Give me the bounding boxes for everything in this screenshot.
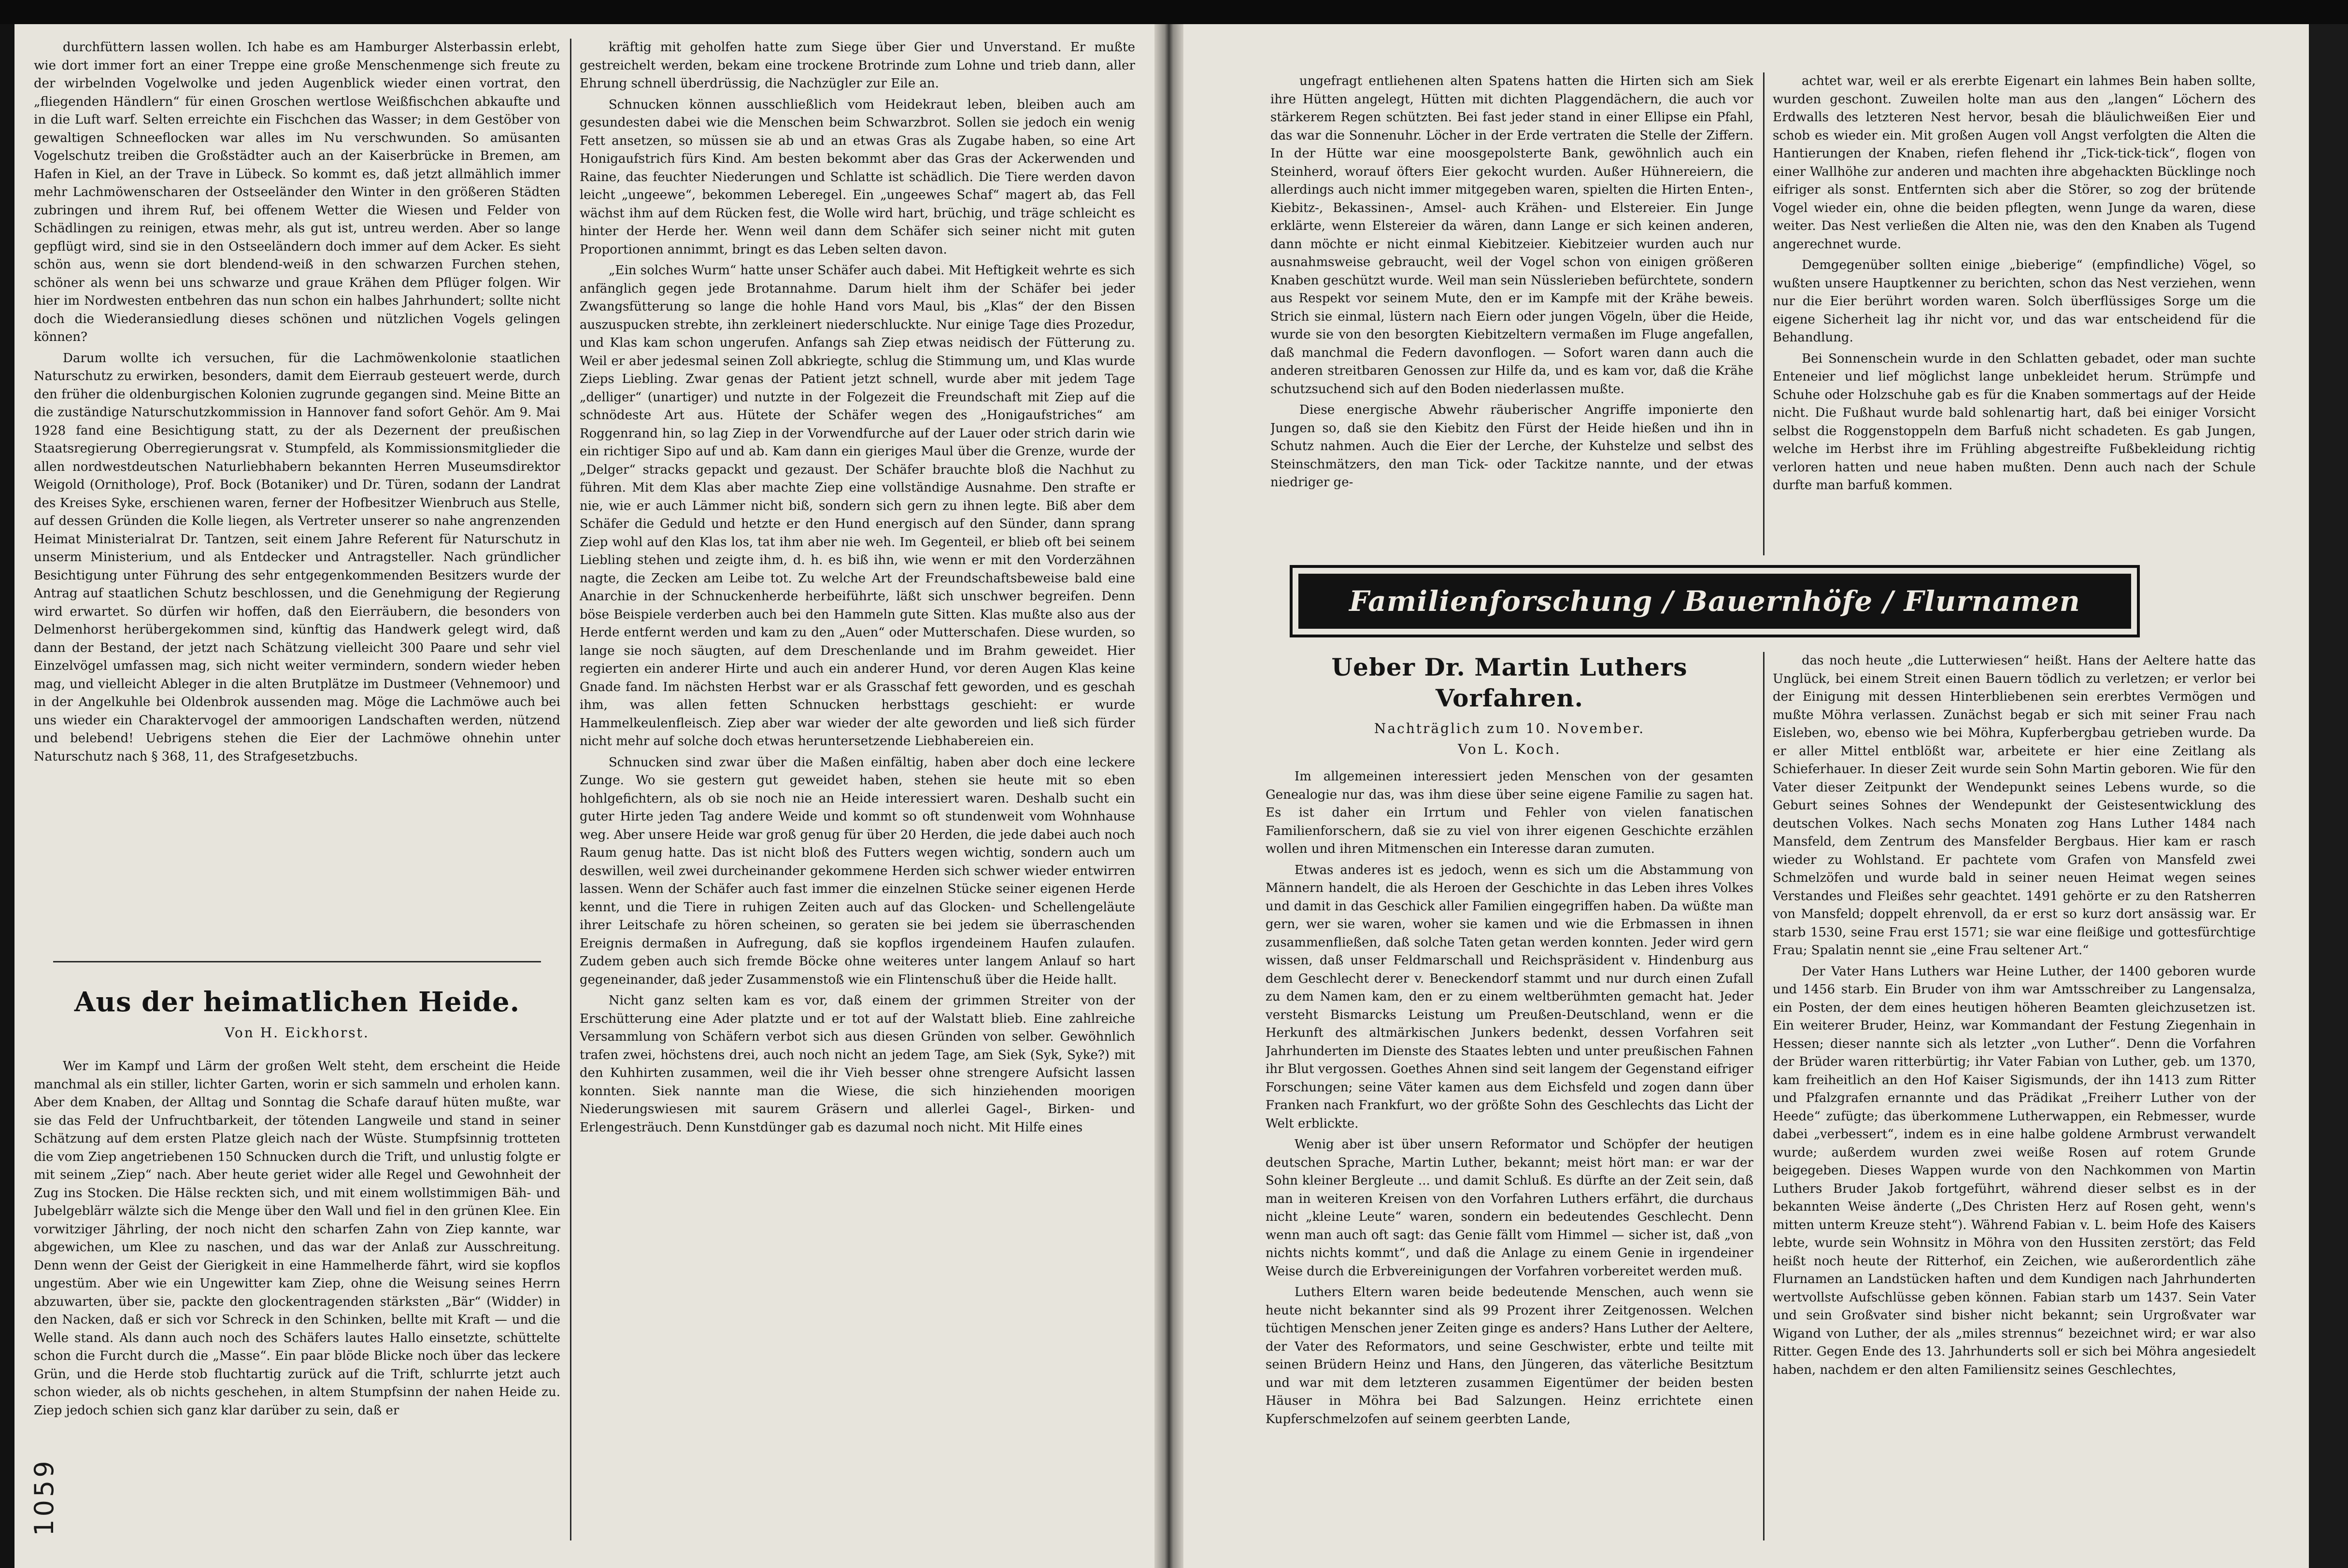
- right-page: [1183, 24, 2309, 1568]
- paragraph: Der Vater Hans Luthers war Heine Luther, der 1400 geboren wurde und 1456 starb. Ein Bruder von ihm war Amtsschreiber zu Langensalza, ein Posten, der dem eines heutigen höheren Beamten gleichzusetzen ist. Ein weiterer Bruder, Heinz, war Kommandant der Festung Ziegenhain in Hessen; dieser nannte sich als letzter „von Luther“. Denn die Vorfahren der Brüder waren ritterbürtig; ihr Vater Fabian von Luther, geb. um 1370, kam freiheitlich an den Hof Kaiser Sigismunds, der ihn 1413 zum Ritter und Pfalzgrafen ernannte und das Prädikat „Freiherr Luther von der Heede“ zufügte; das überkommene Lutherwappen, ein Rebmesser, wurde dabei „verbessert“, indem es in eine halbe goldene Armbrust verwandelt wurde; außerdem wurden zwei weiße Rosen auf rotem Grunde beigegeben. Dieses Wappen wurde von den Nachkommen von Martin Luthers Bruder Jakob fortgeführt, während dieser selbst es in der bekannten Weise änderte („Des Christen Herz auf Rosen geht, wenn's mitten unterm Kreuze steht“). Während Fabian v. L. beim Hofe des Kaisers lebte, wurde sein Wohnsitz in Möhra von den Hussiten zerstört; das Feld heißt noch heute der Ritterhof, ein Zeichen, wie außerordentlich zähe Flurnamen an Landstücken haften und dem Kundigen nach Jahrhunderten wertvollste Aufschlüsse geben können. Fabian starb um 1437. Sein Vater und sein Großvater sind bisher nicht bekannt; sein Urgroßvater war Wigand von Luther, der als „miles strennus“ bezeichnet wird; er war also Ritter. Gegen Ende des 13. Jahrhunderts soll er sich bei Möhra angesiedelt haben, nachdem er den alten Familiensitz seines Geschlechtes,: [1773, 964, 2256, 1377]
- paragraph: Darum wollte ich versuchen, für die Lachmöwenkolonie staatlichen Naturschutz zu erwirken, besonders, damit dem Eierraub gesteuert werde, durch den früher die oldenburgischen Kolonien zugrunde gegangen sind. Meine Bitte an die zuständige Naturschutzkommission in Hannover fand sofort Gehör. Am 9. Mai 1928 fand eine Besichtigung statt, zu der als Dezernent der preußischen Staatsregierung Oberregierungsrat v. Stumpfeld, als Kommissionsmitglieder die allen nordwestdeutschen Naturliebhabern bekannten Herren Museumsdirektor Weigold (Ornithologe), Prof. Bock (Botaniker) und Dr. Türen, sodann der Landrat des Kreises Syke, erschienen waren, ferner der Hofbesitzer Wienbruch aus Stelle, auf dessen Gründen die Kolle liegen, als Vertreter unserer so nahe angrenzenden Heimat Ministerialrat Dr. Tantzen, seit einem Jahre Referent für Naturschutz in unserm Ministerium, und als Entdecker und Antragsteller. Nach gründlicher Besichtigung unter Führung des sehr entgegenkommenden Besitzers wurde der Antrag auf staatlichen Schutz beschlossen, und die Genehmigung der Regierung wird erwartet. So dürfen wir hoffen, daß den Eierräubern, die besonders von Delmenhorst herübergekommen sind, künftig das Handwerk gelegt wird, daß dann der Bestand, der jetzt nach Schätzung vielleicht 300 Paare und sehr viel Einzelvögel umfassen mag, sich nicht weiter vermindern, sondern wieder heben mag, und vielleicht Ableger in die alten Brutplätze im Dustmeer (Vehnemoor) und in der Angelkuhle bei Oldenbrok aussenden mag. Möge die Lachmöwe auch bei uns wieder ein Charaktervogel der ammoorigen Landschaften werden, nützend und belebend! Uebrigens stehen die Eier der Lachmöwe ohnehin unter Naturschutz nach § 368, 11, des Strafgesetzbuchs.: [34, 351, 560, 764]
- right-column-2-lower: [1773, 652, 2256, 1540]
- left-column-1-upper: [34, 39, 560, 956]
- column-rule: [1763, 652, 1765, 1540]
- left-column-1-lower: [34, 1058, 560, 1540]
- paragraph: achtet war, weil er als ererbte Eigenart ein lahmes Bein haben sollte, wurden geschont. Zuweilen holte man aus den „langen“ Löchern des Erdwalls des letzteren Nest hervor, besah die bläulichweißen Eier und schob es wieder ein. Mit großen Augen voll Angst verfolgten die Alten die Hantierungen der Knaben, riefen flehend ihr „Tick-tick-tick“, flogen von einer Wallhöhe zur anderen und machten ihre abgehackten Bücklinge noch eifriger als sonst. Entfernten sich aber die Störer, so zog der brütende Vogel wieder ein, ohne die beiden pflegten, wenn Junge da waren, diese weiter. Das Nest verließen die Alten nie, was den den Knaben als Tugend angerechnet wurde.: [1773, 74, 2256, 252]
- paragraph: Nicht ganz selten kam es vor, daß einem der grimmen Streiter von der Erschütterung eine Ader platzte und er tot auf der Walstatt blieb. Eine zahlreiche Versammlung von Schäfern verbot sich aus diesen Gründen von selber. Gewöhnlich trafen zwei, höchstens drei, auch noch nicht an jedem Tage, am Siek (Syk, Syke?) mit den Kuhhirten zusammen, weil die ihr Vieh besser ohne strengere Aufsicht lassen konnten. Siek nannte man die Wiese, die sich hinziehenden moorigen Niederungswiesen mit saurem Gräsern und allerlei Gagel-, Birken- und Erlengesträuch. Denn Kunstdünger gab es dazumal noch nicht. Mit Hilfe eines: [580, 993, 1135, 1135]
- paragraph: Schnucken sind zwar über die Maßen einfältig, haben aber doch eine leckere Zunge. Wo sie gestern gut geweidet haben, stehen sie heute mit so eben hohlgefichtern, als ob sie noch nie an Heide interessiert waren. Deshalb sucht ein guter Hirte jeden Tag andere Weide und kommt so oft stundenweit vom Wohnhause weg. Aber unsere Heide war groß genug für über 20 Herden, die jede dabei auch noch Raum genug hatte. Das ist nicht bloß des Futters wegen wichtig, sondern auch um deswillen, weil zwei durcheinander gekommene Herden sich schwer wieder entwirren lassen. Wenn der Schäfer auch fast immer die einzelnen Stücke seiner eigenen Herde kennt, und die Tiere in ruhigen Zeiten auch auf das Glocken- und Schellengeläute ihrer Leitschafe zu hören scheinen, so geraten sie bei jedem sie überraschenden Ereignis dermaßen in Aufregung, daß sie kopflos irgendeinem Haufen zulaufen. Zudem geben auch sich fremde Böcke ohne weiteres unter langem Anlauf so hart gegeneinander, daß jeder Zusammenstoß wie ein Flintenschuß über die Heide hallt.: [580, 755, 1135, 987]
- page-number: 1059: [29, 1458, 59, 1536]
- paragraph: ungefragt entliehenen alten Spatens hatten die Hirten sich am Siek ihre Hütten angelegt, Hütten mit dichten Plaggendächern, die auch vor stärkerem Regen schützten. Bei fast jeder stand in einer Ellipse ein Pfahl, das war die Sonnenuhr. Löcher in der Erde vertraten die Stelle der Ziffern. In der Hütte war eine moosgepolsterte Bank, gewöhnlich auch ein Steinherd, worauf öfters Eier gekocht wurden. Außer Hühnereiern, die allerdings auch nicht immer mitgegeben waren, spielten die Hirten Enten-, Kiebitz-, Bekassinen-, Amsel- auch Krähen- und Elstereier. Ein Junge erklärte, wenn Elstereier da wären, dann Lange er sich keinen anderen, dann möchte er nicht einmal Kiebitzeier. Kiebitzeier wurden auch nur ausnahmsweise gebraucht, weil der Vogel schon von einigen größeren Knaben geschützt wurde. Weil man sein Nüsslerieben befürchtete, sondern aus Respekt vor seinem Mute, den er im Kampfe mit der Krähe beweis. Strich sie einmal, lüstern nach Eiern oder jungen Vögeln, über die Heide, wurde sie von den besorgten Kiebitzeltern vermaßen im Fluge angefallen, daß manchmal die Federn davonflogen. — Sofort waren dann auch die anderen streitbaren Genossen zur Hilfe da, und es kam vor, daß die Krähe schutzsuchend sich auf den Boden niederlassen mußte.: [1270, 74, 1753, 396]
- paragraph: Etwas anderes ist es jedoch, wenn es sich um die Abstammung von Männern handelt, die als Heroen der Geschichte in das Leben ihres Volkes und damit in das Geschick aller Familien eingegriffen haben. Da wüßte man gern, wer sie waren, woher sie kamen und wie die Erbmassen in ihnen zusammenfließen, daß solche Taten getan werden konnten. Jeder wird gern wissen, daß unser Feldmarschall und Reichspräsident v. Hindenburg aus dem Geschlecht derer v. Beneckendorf stammt und nur durch einen Zufall zu dem Namen kam, den er zu einem weltberühmten gemacht hat. Jeder versteht Bismarcks Leistung um Preußen-Deutschland, wenn er die Herkunft des altmärkischen Junkers bedenkt, dessen Vorfahren seit Jahrhunderten im Dienste des Staates lebten und unter preußischen Fahnen ihr Blut vergossen. Goethes Ahnen sind seit langem der Gegenstand eifriger Forschungen; seine Väter kamen aus dem Eichsfeld und zogen dann über Franken nach Frankfurt, wo der größte Sohn des Geschlechts das Licht der Welt erblickte.: [1266, 862, 1753, 1131]
- paragraph: „Ein solches Wurm“ hatte unser Schäfer auch dabei. Mit Heftigkeit wehrte es sich anfänglich gegen jede Brotannahme. Darum hielt ihm der Schäfer bei jeder Zwangsfütterung so lange die hohle Hand vors Maul, bis „Klas“ der den Bissen auszuspucken strebte, ihn zerkleinert niederschluckte. Nur einige Tage dies Prozedur, und Klas kam schon ungerufen. Anfangs sah Ziep etwas neidisch der Fütterung zu. Weil er aber jedesmal seinen Zoll abkriegte, schlug die Stimmung um, und Klas wurde Zieps Liebling. Zwar genas der Patient jetzt schnell, wurde aber mit jedem Tage „delliger“ (unartiger) und nutzte in der Folgezeit die Freundschaft mit Ziep auf die schnödeste Art aus. Hütete der Schäfer wegen des „Honigaufstriches“ am Roggenrand hin, so lag Ziep in der Vorwendfurche auf der Lauer oder strich darin wie ein richtiger Sipo auf und ab. Kam dann ein gieriges Maul über die Grenze, wurde der „Delger“ stracks gepackt und gezaust. Der Schäfer brauchte bloß die Nachhut zu führen. Mit dem Klas aber machte Ziep eine vollständige Ausnahme. Den strafte er nie, wie er auch Lämmer nicht biß, sondern sich gern zu ihnen legte. Biß aber dem Schäfer die Geduld und hetzte er den Hund energisch auf den Sünder, dann sprang Ziep wohl auf den Klas los, tat ihm aber nie weh. Im Gegenteil, er blieb oft bei seinem Liebling stehen und zeigte ihm, d. h. es biß ihn, wie wenn er mit den Vorderzähnen nagte, die Zecken am Leibe tot. Zu welche Art der Freundschaftsbeweise bald eine Anarchie in der Schnuckenherde herbeiführte, läßt sich unschwer begreifen. Denn böse Beispiele verderben auch bei den Hammeln gute Sitten. Klas mußte also aus der Herde entfernt werden und kam zu den „Auen“ oder Mutterschafen. Diese wurden, so lange sie noch säugten, auf dem Dreschenlande und im Brahm geweidet. Hier regierten ein anderer Hirte und auch ein anderer Hund, vor deren Augen Klas keine Gnade fand. Im nächsten Herbst war er als Grasschaf fett geworden, und es geschah ihm, was allen fetten Schnucken herbsttags geschieht: er wurde Hammelkeulenfleisch. Ziep aber war wieder der alte geworden und ließ sich fürder nicht mehr auf solche doch etwas heruntersetzende Liebhabereien ein.: [580, 263, 1135, 749]
- article-byline: Von H. Eickhorst.: [225, 1025, 370, 1041]
- left-page: [14, 24, 1154, 1568]
- heide-article-header: [34, 985, 560, 1053]
- column-rule: [1763, 72, 1765, 555]
- paragraph: Demgegenüber sollten einige „bieberige“ (empfindliche) Vögel, so wußten unsere Hauptkenner zu berichten, schon das Nest verziehen, wenn nur die Eier berührt worden waren. Solch überflüssiges Sorge um die eigene Sicherheit lag ihr nicht vor, und das war entscheidend für die Behandlung.: [1773, 258, 2256, 345]
- left-column-2: [580, 39, 1135, 1545]
- paragraph: Luthers Eltern waren beide bedeutende Menschen, auch wenn sie heute nicht bekannter sind als 99 Prozent ihrer Zeitgenossen. Welchen tüchtigen Menschen jener Zeiten ginge es anders? Hans Luther der Aeltere, der Vater des Reformators, und seine Geschwister, erbte und teilte mit seinen Brüdern Heinz und Hans, den Jüngeren, das väterliche Besitztum und war mit dem letzteren zusammen Eigentümer der beiden besten Häuser in Möhra bei Bad Salzungen. Heinz errichtete einen Kupferschmelzofen auf seinem geerbten Lande,: [1266, 1285, 1753, 1427]
- article-title: Ueber Dr. Martin Luthers Vorfahren.: [1331, 653, 1688, 712]
- paragraph: Bei Sonnenschein wurde in den Schlatten gebadet, oder man suchte Enteneier und lief möglichst lange unbekleidet herum. Strümpfe und Schuhe oder Holzschuhe gab es für die Knaben sommertags auf der Heide nicht. Die Fußhaut wurde bald sohlenartig hart, daß bei einiger Vorsicht selbst die Roggenstoppeln dem Barfuß nicht schadeten. Es gab Jungen, welche im Herbst ihre im Frühling abgestreifte Fußbekleidung richtig verloren hatten und neue haben mußten. Denn auch nach der Schule durfte man barfuß kommen.: [1773, 351, 2256, 493]
- right-column-2-upper: [1773, 72, 2256, 555]
- scan-top-border: [0, 0, 2348, 24]
- paragraph: kräftig mit geholfen hatte zum Siege über Gier und Unverstand. Er mußte gestreichelt werden, bekam eine trockene Brotrinde zum Lohne und trieb dann, aller Ehrung schnell überdrüssig, die Nachzügler zur Eile an.: [580, 40, 1135, 91]
- paragraph: Diese energische Abwehr räuberischer Angriffe imponierte den Jungen so, daß sie den Kiebitz den Fürst der Heide hießen und ihn in Schutz nahmen. Auch die Eier der Lerche, der Kuhstelze und selbst des Steinschmätzers, den man Tick- oder Tackitze nannte, und der etwas niedriger ge-: [1270, 403, 1753, 490]
- paragraph: das noch heute „die Lutterwiesen“ heißt. Hans der Aeltere hatte das Unglück, bei einem Streit einen Bauern tödlich zu verletzen; er verlor bei der Einigung mit dessen Hinterbliebenen sein ererbtes Vermögen und mußte Möhra verlassen. Zunächst begab er sich mit seiner Frau nach Eisleben, wo, ebenso wie bei Möhra, Kupferbergbau getrieben wurde. Da er aller Mittel entblößt war, arbeitete er hier eine Zeitlang als Schieferhauer. In dieser Zeit wurde sein Sohn Martin geboren. Wie für den Vater dieser Zeitpunkt der Wendepunkt seines Lebens wurde, so die Geburt seines Sohnes der Wendepunkt der Geistesentwicklung des deutschen Volkes. Nach sechs Monaten zog Hans Luther 1484 nach Mansfeld, dem Zentrum des Mansfelder Bergbaus. Hier kam er rasch wieder zu Wohlstand. Er pachtete vom Grafen von Mansfeld zwei Schmelzöfen und wurde bald in seiner neuen Heimat wegen seines Verstandes und Fleißes sehr geachtet. 1491 gehörte er zu den Ratsherren von Mansfeld; doppelt ehrenvoll, da er erst so kurz dort ansässig war. Er starb 1530, seine Frau erst 1571; sie war eine fleißige und gottesfürchtige Frau; Spalatin nennt sie „eine Frau seltener Art.“: [1773, 653, 2256, 958]
- article-byline: Von L. Koch.: [1458, 741, 1561, 757]
- paragraph: Schnucken können ausschließlich vom Heidekraut leben, bleiben auch am gesundesten dabei wie die Menschen beim Schwarzbrot. Sollen sie jedoch ein wenig Fett ansetzen, so müssen sie ab und an etwas Gras als Zugabe haben, so eine Art Honigaufstrich fürs Kind. Am besten bekommt aber das Gras der Ackerwenden und Raine, das feuchter Niederungen und Schlatte ist schädlich. Die Tiere werden davon leicht „ungeewe“, bekommen Leberegel. Ein „ungeewes Schaf“ magert ab, das Fell wächst ihm auf dem Rücken fest, die Wolle wird hart, brüchig, und träge schleicht es hinter der Herde her. Wenn weil dann dem Schäfer sich seiner nicht mit guten Proportionen annimmt, bringt es das Leben selten davon.: [580, 97, 1135, 257]
- article-title: Aus der heimatlichen Heide.: [74, 986, 520, 1018]
- paragraph: Im allgemeinen interessiert jeden Menschen von der gesamten Genealogie nur das, was ihm diese über seine eigene Familie zu sagen hat. Es ist daher ein Irrtum und Fehler von vielen fanatischen Familienforschern, daß sie zu viel von ihrer eigenen Geschichte erzählen wollen und ihren Mitmenschen ein Interesse daran zumuten.: [1266, 769, 1753, 856]
- paragraph: Wer im Kampf und Lärm der großen Welt steht, dem erscheint die Heide manchmal als ein stiller, lichter Garten, worin er sich sammeln und erholen kann. Aber dem Knaben, der Alltag und Sonntag die Schafe darauf hüten mußte, war sie das Feld der Unfruchtbarkeit, der tötenden Langweile und stand in seiner Schätzung auf dem ersten Platze gleich nach der Wüste. Stumpfsinnig trotteten die vom Ziep angetriebenen 150 Schnucken durch die Trift, und unlustig folgte er mit seinem „Ziep“ nach. Aber heute geriet wider alle Regel und Gewohnheit der Zug ins Stocken. Die Hälse reckten sich, und mit einem wollstimmigen Bäh- und Jubelgeblärr wälzte sich die Menge über den Wall und fiel in den grünen Klee. Ein vorwitziger Jährling, der noch nicht den scharfen Zahn von Ziep kannte, war abgewichen, um Klee zu naschen, und das war der Anlaß zur Ausschreitung. Denn wenn der Geist der Gierigkeit in eine Hammelherde fährt, wird sie kopflos ungestüm. Aber wie ein Ungewitter kam Ziep, ohne die Weisung seines Herrn abzuwarten, über sie, packte den glockentragenden stärksten „Bär“ (Widder) in den Nacken, daß er sich vor Schreck in den Schinken, bellte mit Kraft — und die Welle stand. Als dann auch noch des Schäfers lautes Hallo einsetzte, schüttelte schon die Furcht durch die „Masse“. Ein paar blöde Blicke noch über das leckere Grün, und die Herde stob fluchtartig zurück auf die Trift, schlurrte jetzt auch schon wieder, als ob nichts geschehen, in altem Stumpfsinn der nahen Heide zu. Ziep jedoch schien sich ganz klar darüber zu sein, daß er: [34, 1059, 560, 1418]
- luther-article-header: [1266, 652, 1753, 763]
- book-gutter: [1154, 24, 1183, 1568]
- section-divider: [53, 961, 541, 962]
- article-subtitle: Nachträglich zum 10. November.: [1374, 720, 1645, 736]
- banner-inner: [1298, 574, 2131, 629]
- right-column-1-lower: [1266, 768, 1753, 1540]
- scan-right-border: [2309, 24, 2348, 1568]
- section-banner: [1290, 565, 2140, 637]
- banner-title: Familienforschung / Bauernhöfe / Flurnamen: [1349, 585, 2080, 618]
- column-rule: [570, 39, 571, 1540]
- right-column-1-upper: [1270, 72, 1753, 555]
- paragraph: Wenig aber ist über unsern Reformator und Schöpfer der heutigen deutschen Sprache, Martin Luther, bekannt; meist hört man: er war der Sohn kleiner Bergleute ... und damit Schluß. Es dürfte an der Zeit sein, daß man in weiteren Kreisen von den Vorfahren Luthers erfährt, die durchaus nicht „kleine Leute“ waren, sondern ein bedeutendes Geschlecht. Denn wenn man auch oft sagt: das Genie fällt vom Himmel — sicher ist, daß „von nichts nichts kommt“, und daß die Anlage zu einem Genie in irgendeiner Weise durch die Erbvereinigungen der Vorfahren vorbereitet werden muß.: [1266, 1137, 1753, 1279]
- paragraph: durchfüttern lassen wollen. Ich habe es am Hamburger Alsterbassin erlebt, wie dort immer fort an einer Treppe eine große Menschenmenge sich freute zu der wirbelnden Vogelwolke und jeden Augenblick wieder einen vortrat, den „fliegenden Händlern“ für einen Groschen wertlose Weißfischchen abkaufte und in die Luft warf. Selten erreichte ein Fischchen das Wasser; in dem Gestöber von gewaltigen Schneeflocken war alles im Nu verschwunden. So amüsanten Vogelschutz treiben die Großstädter auch an der Kaiserbrücke in Bremen, am Hafen in Kiel, an der Trave in Lübeck. So kommt es, daß jetzt allmählich immer mehr Lachmöwenscharen der Ostseeländer den Winter in den größeren Städten zubringen und ihrem Ruf, bei offenem Wetter die Wiesen und Felder von Schädlingen zu reinigen, etwas mehr, als gut ist, untreu werden. Aber so lange gepflügt wird, sind sie in den Ostseeländern doch immer auf dem Acker. Es sieht schön aus, wenn sie dort blendend-weiß in den schwarzen Furchen stehen, schöner als wenn bei uns schwarze und graue Krähen dem Pflüger folgen. Wir hier im Nordwesten entbehren das nun schon ein halbes Jahrhundert; sollte nicht doch die Wiederansiedlung dieses schönen und nützlichen Vogels gelingen können?: [34, 40, 560, 344]
